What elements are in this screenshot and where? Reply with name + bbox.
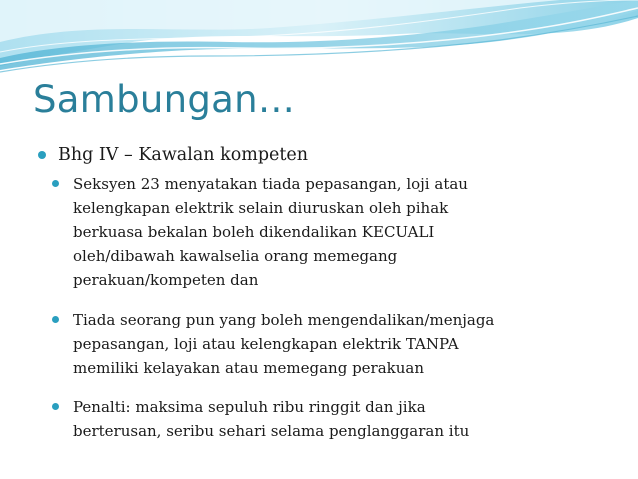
text-line: berkuasa bekalan boleh dikendalikan KECUALI — [73, 223, 435, 241]
text-line: berterusan, seribu sehari selama penglanggaran itu — [73, 422, 470, 440]
bullet-dot-icon — [38, 151, 46, 159]
bullet-dot-icon — [52, 316, 59, 323]
bullet-text: Bhg IV – Kawalan kompeten — [58, 145, 309, 165]
bullet-level1 — [38, 143, 308, 167]
bullet-dot-icon — [52, 403, 59, 410]
sub-bullet-seksyen — [52, 172, 612, 292]
text-line: perakuan/kompeten dan — [73, 271, 259, 289]
sub-bullet-tiada — [52, 308, 612, 380]
sub-bullet-text — [73, 172, 468, 292]
text-line: Seksyen 23 menyatakan tiada pepasangan, loji atau — [73, 175, 468, 193]
slide-title: Sambungan… — [33, 78, 296, 121]
text-line: memiliki kelayakan atau memegang perakuan — [73, 359, 425, 377]
text-line: kelengkapan elektrik selain diuruskan oleh pihak — [73, 199, 449, 217]
sub-bullet-text — [73, 395, 469, 443]
bullet-dot-icon — [52, 180, 59, 187]
text-line: pepasangan, loji atau kelengkapan elektrik TANPA — [73, 335, 459, 353]
text-line: oleh/dibawah kawalselia orang memegang — [73, 247, 398, 265]
sub-bullet-text — [73, 308, 494, 380]
sub-bullet-penalti — [52, 395, 612, 443]
text-line: Tiada seorang pun yang boleh mengendalikan/menjaga — [73, 311, 495, 329]
text-line: Penalti: maksima sepuluh ribu ringgit dan jika — [73, 398, 426, 416]
